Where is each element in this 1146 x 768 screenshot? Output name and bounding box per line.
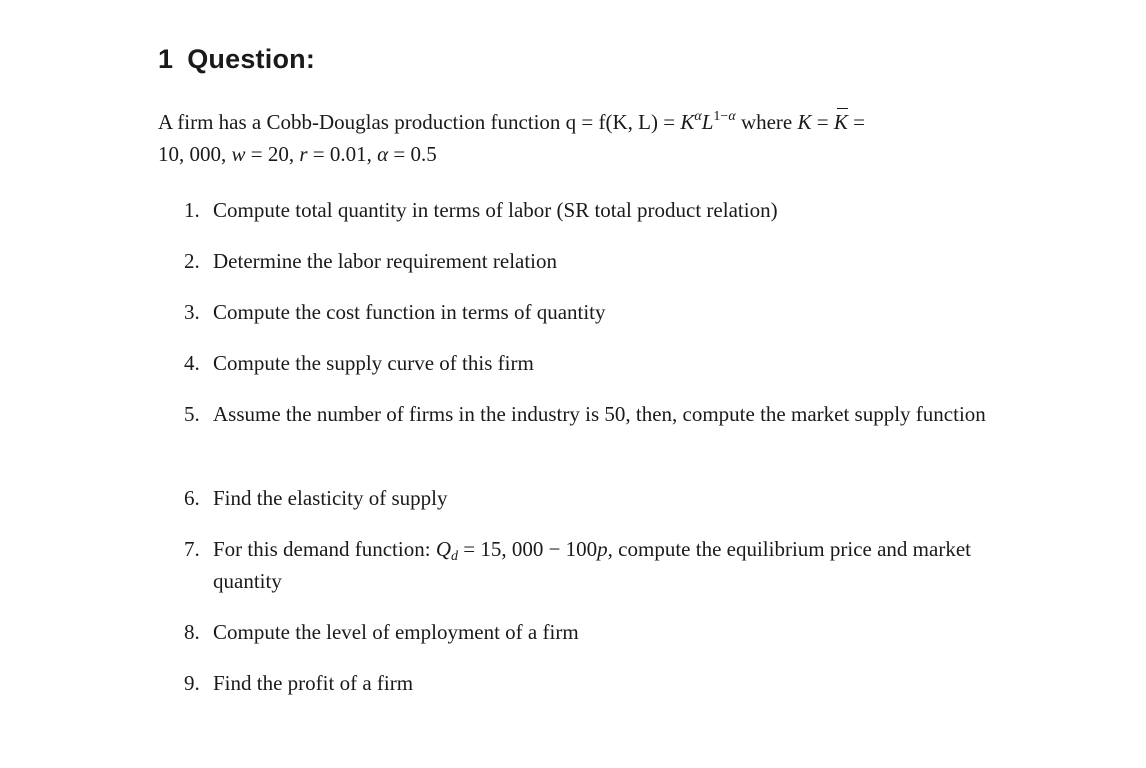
- list-item: [184, 533, 1004, 597]
- intro-where: where: [735, 110, 798, 134]
- problem-statement-line-2: 10, 000, w = 20, r = 0.01, α = 0.5: [158, 142, 437, 166]
- alpha-value: = 0.5: [388, 142, 437, 166]
- wage-value: = 20,: [245, 142, 300, 166]
- intro-text: A firm has a Cobb-Douglas production function q = f(K, L) =: [158, 110, 681, 134]
- item-text: For this demand function: $Q_d = 15$, 000 − 100p, compute the equilibrium price and market quantity: [213, 537, 971, 593]
- problem-statement-line-1: A firm has a Cobb-Douglas production function q = f(K, $L) = K^\alpha L^{1-\alpha}$ where K = K =: [158, 106, 1008, 138]
- item-text: Find the elasticity of supply: [213, 486, 448, 510]
- list-item: [184, 347, 1004, 379]
- item-text-part: For this demand function:: [213, 537, 436, 561]
- intro-params: 10, 000,: [158, 142, 232, 166]
- section-title: Question:: [187, 44, 316, 74]
- item-text-part: , compute the equilibrium price and market quantity: [213, 537, 971, 593]
- item-number: 3.: [184, 300, 200, 324]
- list-item: [184, 245, 1004, 277]
- item-text: Compute the supply curve of this firm: [213, 351, 534, 375]
- item-text: Determine the labor requirement relation: [213, 249, 558, 273]
- rent-value: = 0.01,: [307, 142, 378, 166]
- item-number: 5.: [184, 402, 200, 426]
- item-number: 9.: [184, 671, 200, 695]
- list-item: [184, 616, 1004, 648]
- item-number: 8.: [184, 620, 200, 644]
- item-number: 4.: [184, 351, 200, 375]
- item-number: 6.: [184, 486, 200, 510]
- item-text: Assume the number of firms in the industry is 50, then, compute the market supply function: [213, 402, 986, 426]
- section-number: 1: [158, 44, 174, 74]
- list-item: [184, 296, 1004, 328]
- item-text: Compute the cost function in terms of quantity: [213, 300, 606, 324]
- list-item: [184, 398, 1004, 430]
- item-text: Compute the level of employment of a firm: [213, 620, 579, 644]
- list-item: [184, 482, 1004, 514]
- item-text: Find the profit of a firm: [213, 671, 414, 695]
- list-item: [184, 667, 1004, 699]
- item-text-part: = 15, 000 − 100: [457, 537, 598, 561]
- list-item: [184, 194, 1004, 226]
- item-number: 1.: [184, 198, 200, 222]
- item-number: 7.: [184, 537, 200, 561]
- item-text: Compute total quantity in terms of labor (SR total product relation): [213, 198, 778, 222]
- item-number: 2.: [184, 249, 200, 273]
